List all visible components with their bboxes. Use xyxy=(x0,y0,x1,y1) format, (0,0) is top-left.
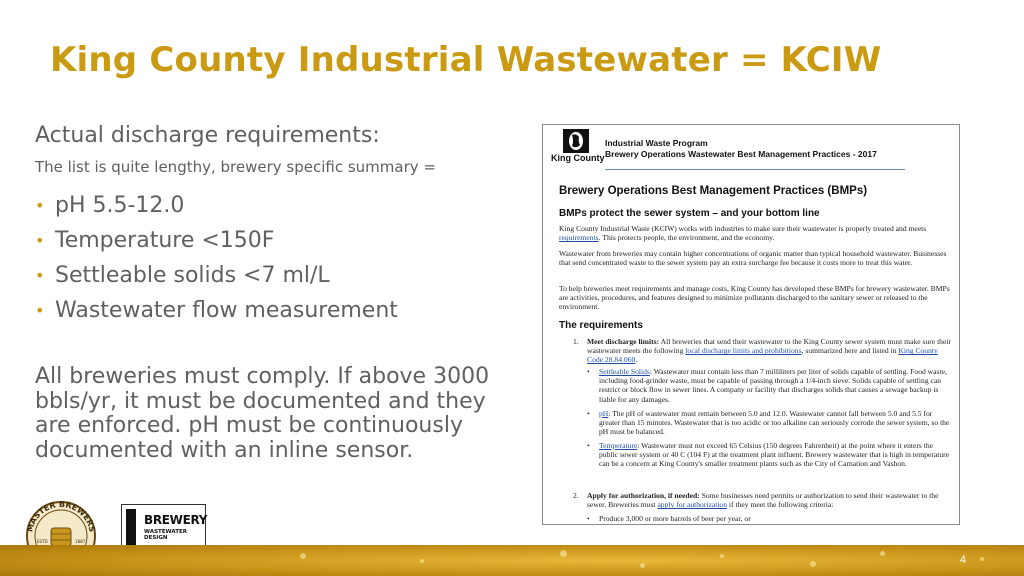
bullet-icon: • xyxy=(587,367,590,376)
county-code-link[interactable]: King County Code 28.84.060 xyxy=(587,346,938,365)
bullet-text: Temperature <150F xyxy=(55,228,275,253)
settleable-solids-link[interactable]: Settleable Solids xyxy=(599,367,650,376)
year-text: 1887 xyxy=(75,539,86,544)
requirements-list xyxy=(35,188,515,328)
king-county-logo-icon xyxy=(563,129,589,153)
org-name: King County xyxy=(551,153,605,163)
bullet-item xyxy=(35,293,515,328)
bullet-item xyxy=(35,258,515,293)
bullet-icon: • xyxy=(587,441,590,450)
discharge-limits-link[interactable]: local discharge limits and prohibitions xyxy=(685,346,802,356)
item-bold: Apply for authorization, if needed: xyxy=(587,491,700,500)
apply-authorization-link[interactable]: apply for authorization xyxy=(657,500,728,510)
bullet-icon: • xyxy=(587,514,590,523)
bullet-item xyxy=(35,223,515,258)
bullet-icon: • xyxy=(35,266,45,285)
requirement-item-1: 1. Meet discharge limits: All breweries that send their wastewater to the King County sewer system must make sure their wastewater meets the following local discharge limits and prohibitions, summarized here and listed in King County Code 28.84.060. xyxy=(573,337,951,365)
subtitle: Actual discharge requirements: xyxy=(35,123,380,148)
bullet-text: pH 5.5-12.0 xyxy=(55,193,185,218)
bullet-icon: • xyxy=(587,409,590,418)
slide-title: King County Industrial Wastewater = KCIW xyxy=(50,40,882,80)
paragraph-1: King County Industrial Waste (KCIW) works with industries to make sure their wastewater is properly treated and meets requirements. This protects people, the environment, and the economy. xyxy=(559,224,927,243)
program-title xyxy=(605,138,877,160)
item-number: 2. xyxy=(573,491,579,500)
bmp-document xyxy=(542,124,960,525)
sub-item-production: • Produce 3,000 or more barrels of beer per year, or xyxy=(587,514,751,523)
paragraph-2: Wastewater from breweries may contain higher concentrations of organic matter than typical household wastewater. Businesses that send concentrated waste to the sewer system pay an extra surcharge fee because it costs more to treat this water. xyxy=(559,249,947,268)
document-heading: Brewery Operations Best Management Practices (BMPs) xyxy=(559,185,868,197)
item-number: 1. xyxy=(573,337,579,346)
temperature-link[interactable]: Temperature xyxy=(599,441,638,450)
requirements-heading: The requirements xyxy=(559,320,643,331)
program-line-1: Industrial Waste Program xyxy=(605,138,708,148)
header-divider xyxy=(605,169,905,170)
bwd-subtitle: WASTEWATER DESIGN xyxy=(144,529,187,541)
sub-item-settleable-solids: • Settleable Solids: Wastewater must contain less than 7 milliliters per liter of solids capable of settling. Food waste, including food-grinder waste, must be capable of passing through a 1/4-inch sieve. Solids capable of settling can restrict or block flow in sewer lines. A company or facility that discharges solids that causes a sewage backup is liable for any damages. xyxy=(587,367,947,404)
bullet-item xyxy=(35,188,515,223)
footer-bar xyxy=(0,545,1024,576)
requirements-section xyxy=(35,123,515,328)
page-number: 4 xyxy=(959,554,966,566)
bullet-text: Settleable solids <7 ml/L xyxy=(55,263,330,288)
estd-text: ESTD xyxy=(37,539,48,544)
master-brewers-text: MASTER BREWERS xyxy=(25,500,97,533)
bwd-title: BREWERY xyxy=(144,513,208,527)
summary-note: The list is quite lengthy, brewery specific summary = xyxy=(35,158,436,176)
compliance-text: All breweries must comply. If above 3000 bbls/yr, it must be documented and they are enforced. pH must be continuously documented with an inline sensor. xyxy=(35,364,490,463)
sub-item-temperature: • Temperature: Wastewater must not exceed 65 Celsius (150 degrees Fahrenheit) at the point where it enters the public sewer system or 40 C (104 F) at the treatment plant influent. Brewery wastewater that is high in temperature can be a concern at King County's smaller treatment plants such as the City of Carnation and Vashon. xyxy=(587,441,950,469)
ph-link[interactable]: pH xyxy=(599,409,609,418)
paragraph-3: To help breweries meet requirements and manage costs, King County has developed these BMPs for brewery wastewater. BMPs are activities, procedures, and features designed to minimize pollutants discharged to the sanitary sewer or released to the environment. xyxy=(559,284,950,312)
bullet-icon: • xyxy=(35,301,45,320)
requirement-item-2: 2. Apply for authorization, if needed: Some businesses need permits or authorization to send their wastewater to the sewer. Breweries must apply for authorization if they meet the following criteria: xyxy=(573,491,939,510)
bullet-icon: • xyxy=(35,196,45,215)
bullet-icon: • xyxy=(35,231,45,250)
bullet-text: Wastewater flow measurement xyxy=(55,298,398,323)
item-bold: Meet discharge limits: xyxy=(587,337,660,346)
program-line-2: Brewery Operations Wastewater Best Management Practices - 2017 xyxy=(605,149,877,159)
requirements-link[interactable]: requirements xyxy=(559,233,599,243)
document-subheading: BMPs protect the sewer system – and your bottom line xyxy=(559,208,820,219)
sub-item-ph: • pH: The pH of wastewater must remain between 5.0 and 12.0. Wastewater cannot fall between 5.0 and 5.5 for greater than 15 minutes. Wastewater that is too acidic or too alkaline can seriously corrode the sewer system, so the pH must be balanced. xyxy=(587,409,950,437)
document-header xyxy=(549,129,949,167)
